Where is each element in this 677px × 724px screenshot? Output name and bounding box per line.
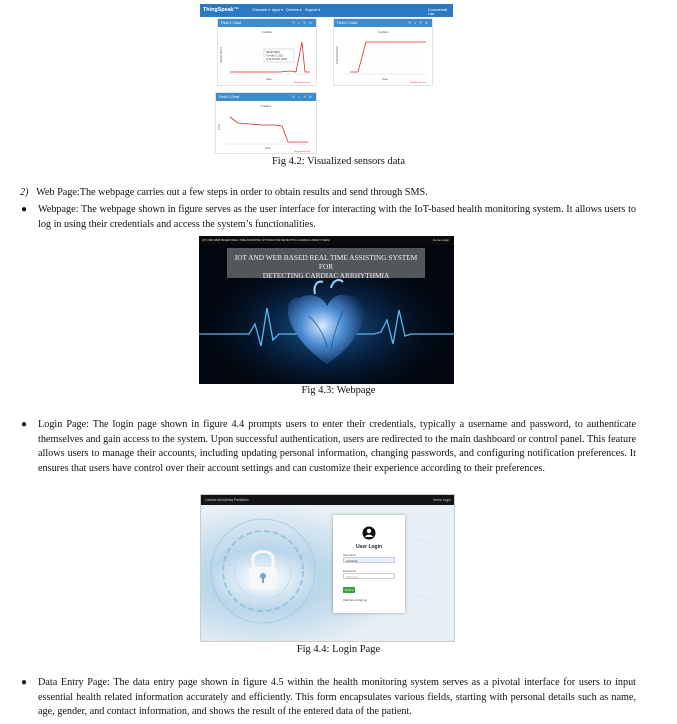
svg-text:ThingSpeak.com: ThingSpeak.com — [409, 82, 426, 84]
x-axis-label: Date — [266, 78, 272, 81]
figure-4-4-caption: Fig 4.4: Login Page — [296, 644, 381, 655]
nav-links[interactable]: Home Login — [433, 238, 450, 242]
svg-text:Cardiac: Cardiac — [377, 30, 389, 34]
login-title: User Login — [355, 544, 383, 550]
svg-text:TEMPERATURE: TEMPERATURE — [336, 46, 339, 64]
password-label: Password — [343, 569, 356, 573]
submit-button[interactable]: Submit — [344, 588, 354, 592]
section-heading: 2) Web Page:The webpage carries out a few steps in order to obtain results and send through SMS. — [20, 187, 428, 198]
panel-header: Field 3 Chart ✎ ○ ✎ ✕ — [216, 93, 316, 101]
thingspeak-logo: ThingSpeak™ — [203, 7, 239, 13]
series-line — [350, 42, 426, 72]
svg-text:Cardiac: Cardiac — [260, 104, 272, 108]
svg-text:Date: Date — [382, 78, 388, 81]
bullet-icon: ● — [21, 204, 28, 215]
svg-text:ThingSpeak.com: ThingSpeak.com — [293, 151, 310, 153]
field3-chart — [216, 101, 316, 153]
username-input[interactable]: sachinraj — [343, 557, 395, 563]
menu-devices: Devices ▾ — [286, 8, 302, 12]
field2-chart-panel — [333, 18, 433, 86]
y-axis-label: HEART BEAT — [220, 47, 223, 63]
nav-links[interactable]: Home Login — [433, 498, 451, 502]
webpage-title: IOT AND WEB BASED REAL TIME ASSISTING SYSTEM FOR DETECTING CARDIAC ARRHYTHMIA — [234, 253, 418, 280]
field1-chart — [218, 27, 316, 85]
login-card — [333, 515, 405, 613]
bullet-icon: ● — [21, 419, 28, 430]
nav-brand[interactable]: Cardiac Arrhythmia Prediction — [205, 498, 249, 502]
bullet-icon: ● — [21, 677, 28, 688]
lock-background-art — [201, 505, 454, 641]
user-avatar-icon — [362, 525, 376, 541]
field1-chart-panel — [217, 18, 317, 86]
field2-chart — [334, 27, 432, 85]
username-label: Username — [343, 553, 356, 557]
login-navbar — [201, 495, 454, 505]
webpage-navbar — [199, 236, 454, 245]
signup-link[interactable]: Click here to Sign up — [343, 599, 367, 602]
menu-commercial: Commercial Use — [428, 8, 448, 16]
panel-header: Field 1 Chart ✎ ○ ✎ ✕ — [218, 19, 316, 27]
svg-text:HEART BEAT: HEART BEAT — [266, 52, 281, 54]
svg-text:Date: Date — [265, 147, 271, 150]
field3-chart-panel — [215, 92, 317, 154]
figure-4-2-caption: Fig 4.2: Visualized sensors data — [271, 156, 406, 167]
chart-title: Cardiac — [261, 30, 273, 34]
password-input[interactable]: Password — [343, 573, 395, 579]
menu-channels: Channels ▾ — [252, 8, 270, 12]
svg-text:Tue Mar 11 2023: Tue Mar 11 2023 — [266, 55, 284, 58]
panel-header: Field 2 Chart ✎ ○ ✎ ✕ — [334, 19, 432, 27]
webpage-paragraph: Webpage: The webpage shown in figure serves as the user interface for interacting with the IoT-based health monitoring system. It allows users to log in using their credentials and access the system’s functionalities. — [38, 204, 636, 230]
login-paragraph: Login Page: The login page shown in figure 4.4 prompts users to enter their credentials, typically a username and password, to authenticate themselves and gain access to the system. Upon successful authentication, users are redirected to the main dashboard or control panel. This feature allows users to manage their accounts, including updating personal information, changing passwords, and configuring notification preferences. It ensures that users have control over their account settings and can customize their experience according to their preferences. — [38, 419, 636, 474]
svg-text:11:01:05 GMT+0530: 11:01:05 GMT+0530 — [266, 59, 287, 61]
svg-text:ThingSpeak.com: ThingSpeak.com — [293, 82, 310, 84]
menu-support: Support ▾ — [305, 8, 321, 12]
series-line — [230, 117, 308, 142]
thingspeak-navbar — [200, 4, 453, 17]
login-page-screenshot — [200, 494, 455, 642]
data-entry-paragraph: Data Entry Page: The data entry page shown in figure 4.5 within the health monitoring system serves as a pivotal interface for users to input essential health related information accurately and efficiently. This form encapsulates various fields, starting with personal details such as name, age, gender, and contact information, and shows the result of the entered data of the patient. — [38, 677, 636, 718]
figure-4-3-caption: Fig 4.3: Webpage — [301, 385, 376, 396]
nav-title: IOT AND WEB BASED REAL TIME ASSISTING SYSTEM FOR DETECTING CARDIAC ARRHYTHMIA — [202, 238, 330, 242]
menu-apps: Apps ▾ — [272, 8, 283, 12]
svg-text:ECG: ECG — [218, 124, 221, 130]
webpage-screenshot — [199, 236, 454, 384]
